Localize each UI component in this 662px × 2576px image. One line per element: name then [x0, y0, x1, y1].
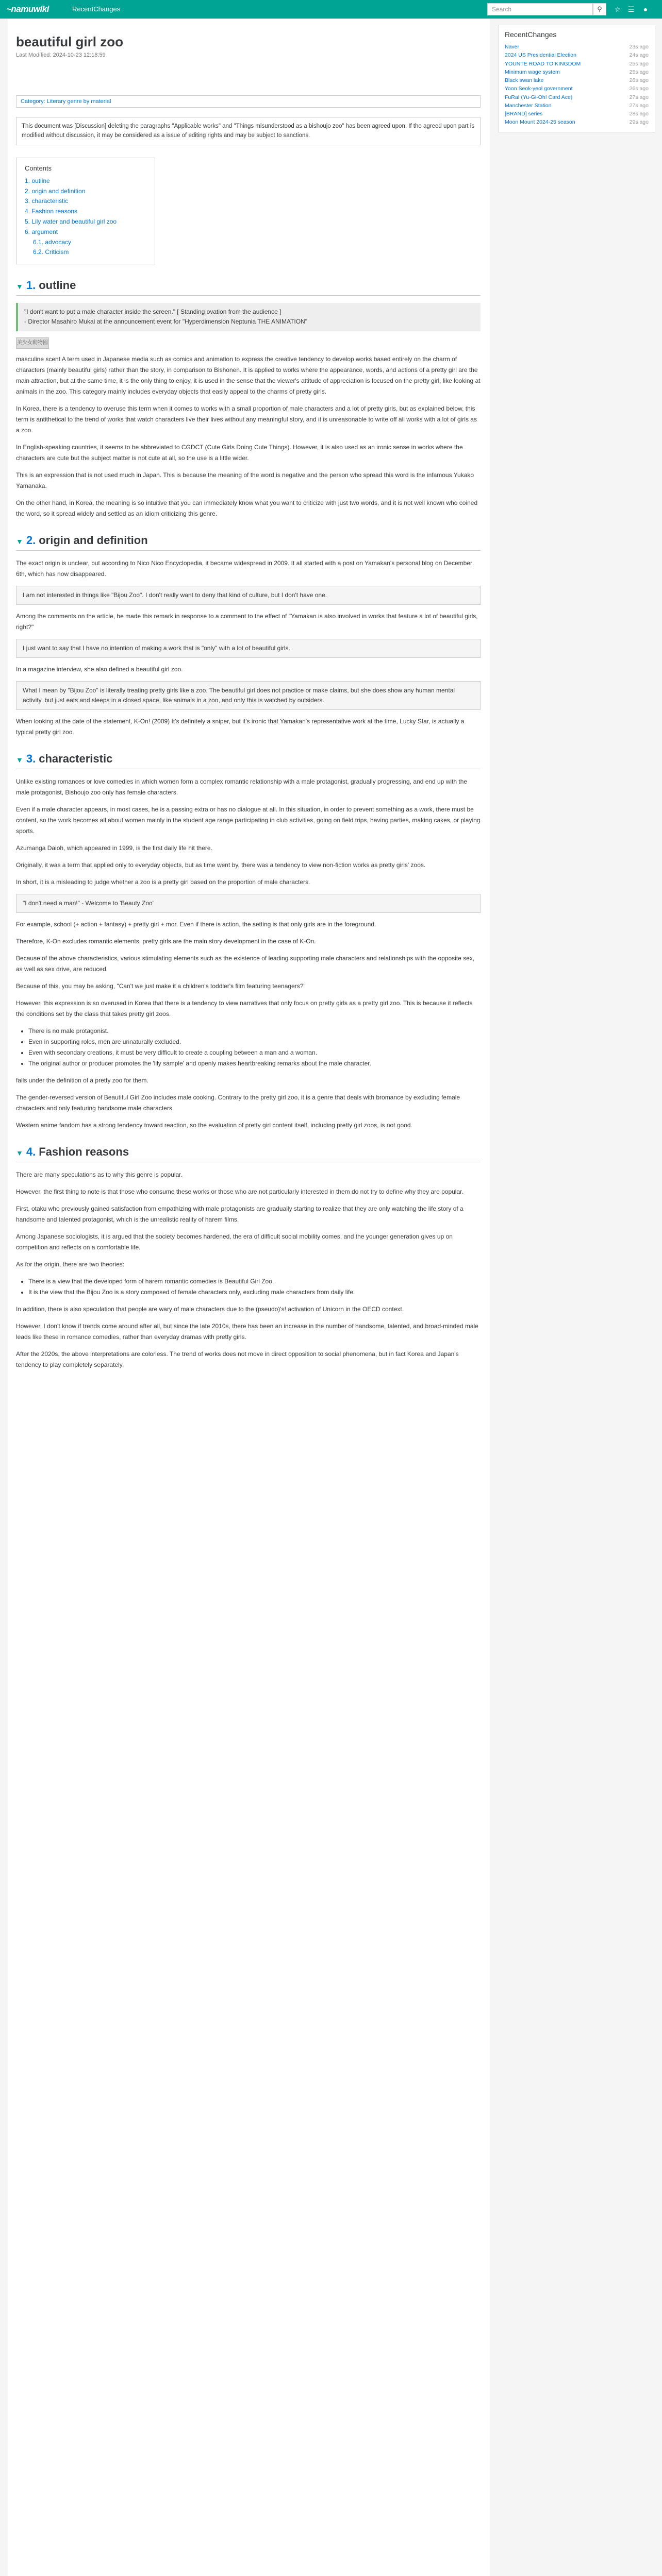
- recent-change-label[interactable]: YOUNTE ROAD TO KINGDOM: [505, 60, 581, 67]
- section-heading-outline[interactable]: [16, 279, 481, 296]
- criteria-list: [28, 1026, 481, 1069]
- site-logo[interactable]: ~namuwiki: [6, 4, 49, 14]
- quote-attribution: - Director Masahiro Mukai at the announcement event for "Hyperdimension Neptunia THE ANIMATION": [24, 318, 307, 326]
- section-number[interactable]: 3.: [26, 752, 36, 766]
- recent-change-item[interactable]: [505, 84, 649, 93]
- quote-block: [16, 303, 481, 331]
- page-title: beautiful girl zoo: [16, 34, 123, 49]
- recent-change-label[interactable]: [BRAND] series: [505, 111, 543, 117]
- quote-box: I am not interested in things like "Bijou Zoo". I don't really want to deny that kind of culture, but I don't have one.: [16, 586, 481, 605]
- recent-change-item[interactable]: [505, 68, 649, 76]
- chevron-down-icon[interactable]: ▼: [16, 282, 23, 291]
- section-title: Fashion reasons: [39, 1145, 129, 1159]
- recent-change-time: 27s ago: [629, 102, 649, 109]
- paragraph: On the other hand, in Korea, the meaning is so intuitive that you can immediately know what you want to criticize with just two words, and it is not well known who coined the word, so it spread widely and settled as an idiom criticizing this genre.: [16, 499, 478, 517]
- last-modified: Last Modified: 2024-10-23 12:18:59: [16, 52, 106, 58]
- section-heading-characteristic[interactable]: [16, 752, 481, 769]
- toc-item[interactable]: 2. origin and definition: [25, 187, 86, 195]
- recent-change-time: 27s ago: [629, 94, 649, 100]
- paragraph: masculine scent A term used in Japanese media such as comics and animation to express the creative tendency to develop works based entirely on the charm of characters (mainly beautiful girls) rather than the story, in comparison to Bishonen. It is applied to works where the appearance, words, and actions of a pretty girl are the main attraction, but at the same time, it is the only thing to enjoy, it is used in the sense that the viewer's attitude of appreciation is focused on the pretty girl, like looking at animals in the zoo. This category mainly includes everyday objects that easily appeal to the charms of pretty girls.: [16, 355, 481, 395]
- section-number[interactable]: 1.: [26, 279, 36, 292]
- recent-change-time: 23s ago: [629, 44, 649, 50]
- section-number[interactable]: 4.: [26, 1145, 36, 1159]
- paragraph: Azumanga Daioh, which appeared in 1999, is the first daily life hit there.: [16, 844, 212, 852]
- recent-change-label[interactable]: Yoon Seok-yeol government: [505, 86, 573, 92]
- section-heading-fashion[interactable]: [16, 1145, 481, 1162]
- recent-change-item[interactable]: [505, 60, 649, 68]
- recent-change-label[interactable]: Black swan lake: [505, 77, 544, 84]
- menu-icon[interactable]: ☰: [627, 5, 635, 13]
- theory-list: [28, 1276, 481, 1298]
- toc-subitem[interactable]: 6.1. advocacy: [33, 238, 72, 246]
- recent-change-time: 24s ago: [629, 52, 649, 59]
- list-item: • Even in supporting roles, men are unnaturally excluded.: [28, 1037, 481, 1047]
- toc-item[interactable]: 1. outline: [25, 177, 50, 184]
- paragraph: The exact origin is unclear, but according to Nico Nico Encyclopedia, it became widespread in 2009. It all started with a post on Yamakan's personal blog on December 6th, which has now disappeared.: [16, 559, 472, 578]
- recent-change-item[interactable]: [505, 51, 649, 59]
- table-of-contents: [16, 158, 155, 264]
- recent-change-item[interactable]: [505, 118, 649, 126]
- recent-change-item[interactable]: [505, 93, 649, 101]
- toc-item[interactable]: 3. characteristic: [25, 197, 69, 205]
- paragraph: Originally, it was a term that applied only to everyday objects, but as time went by, there was a tendency to view non-fiction works as pretty girls' zoos.: [16, 861, 426, 869]
- paragraph: Because of the above characteristics, various stimulating elements such as the existence of leading supporting male characters and relationships with the opposite sex, as well as sex drive, are reduced.: [16, 955, 475, 973]
- paragraph: In short, it is a misleading to judge whether a zoo is a pretty girl based on the proportion of male characters.: [16, 878, 310, 886]
- paragraph: There are many speculations as to why this genre is popular.: [16, 1171, 183, 1179]
- recent-change-item[interactable]: [505, 43, 649, 51]
- toc-item[interactable]: 4. Fashion reasons: [25, 208, 78, 215]
- paragraph: This is an expression that is not used much in Japan. This is because the meaning of the word is negative and the person who spread this word is the infamous Yukako Yamanaka.: [16, 471, 474, 489]
- paragraph: The gender-reversed version of Beautiful Girl Zoo includes male cooking. Contrary to the pretty girl zoo, it is a genre that deals with bromance by excluding female characters and only featuring handsome male characters.: [16, 1094, 460, 1112]
- quote-text: "I don't want to put a male character inside the screen." [ Standing ovation from the audience ]: [24, 308, 282, 316]
- recent-change-item[interactable]: [505, 101, 649, 110]
- paragraph: Even if a male character appears, in most cases, he is a passing extra or has no dialogue at all. In this situation, in order to prevent something as a work, there must be content, so the work becomes all about women mainly in the student age range participating in club activities, going on field trips, having parties, making cakes, or playing sports.: [16, 806, 481, 835]
- recent-change-time: 25s ago: [629, 60, 649, 67]
- paragraph: In Korea, there is a tendency to overuse this term when it comes to works with a small proportion of male characters and a lot of pretty girls, but as explained below, this term is antithetical to the trend of works that watch characters live their lives without any meaningful story, and it is unreasonable to write off all works with a lot of girls as a zoo.: [16, 404, 477, 434]
- article: [8, 19, 490, 2576]
- recent-changes-heading: RecentChanges: [505, 30, 557, 39]
- quote-box: I just want to say that I have no intention of making a work that is "only" with a lot of beautiful girls.: [16, 639, 481, 658]
- search-icon[interactable]: ⚲: [593, 3, 606, 15]
- recent-change-label[interactable]: Minimum wage system: [505, 69, 560, 75]
- chevron-down-icon[interactable]: ▼: [16, 537, 23, 546]
- section-heading-origin[interactable]: [16, 534, 481, 551]
- paragraph: falls under the definition of a pretty zoo for them.: [16, 1077, 148, 1084]
- paragraph: For example, school (+ action + fantasy) + pretty girl + mor. Even if there is action, the setting is that only girls are in the foreground.: [16, 921, 376, 928]
- nav-recent-changes[interactable]: RecentChanges: [72, 5, 121, 13]
- toc-item[interactable]: 6. argument: [25, 228, 58, 235]
- recent-change-item[interactable]: [505, 110, 649, 118]
- toc-heading: Contents: [25, 164, 52, 172]
- paragraph: Among the comments on the article, he made this remark in response to a comment to the effect of "Yamakan is also involved in works that feature a lot of beautiful girls, right?": [16, 612, 478, 631]
- quote-box: What I mean by "Bijou Zoo" is literally treating pretty girls like a zoo. The beautiful girl does not practice or make claims, but she does show any human mental activity, but just eats and sleeps in a closed space, like animals in a zoo, and only this is watched by outsiders.: [16, 681, 481, 710]
- image-caption: 美少女動物園: [16, 337, 49, 349]
- chevron-down-icon[interactable]: ▼: [16, 1149, 23, 1158]
- paragraph: However, this expression is so overused in Korea that there is a tendency to view narratives that only focus on pretty girls as a pretty girl zoo. This is because it reflects the conditions set by the class that takes pretty girl zoos.: [16, 999, 473, 1018]
- recent-change-time: 26s ago: [629, 86, 649, 92]
- paragraph: However, the first thing to note is that those who consume these works or those who are not particularly interested in them do not try to define why they are popular.: [16, 1188, 464, 1196]
- recent-changes-panel: [498, 25, 655, 132]
- list-item: • The original author or producer promotes the 'lily sample' and openly makes heartbreaking remarks about the male character.: [28, 1058, 481, 1069]
- paragraph: In English-speaking countries, it seems to be abbreviated to CGDCT (Cute Girls Doing Cute Things). However, it is also used as an ironic sense in works where the characters are cute but the subject matter is not cute at all, so the use is a little wider.: [16, 443, 463, 462]
- paragraph: Because of this, you may be asking, "Can't we just make it a children's toddler's film featuring teenagers?": [16, 982, 306, 990]
- paragraph: After the 2020s, the above interpretations are colorless. The trend of works does not move in direct opposition to social phenomena, but in fact Korea and Japan's tendency to play completely separately.: [16, 1350, 459, 1369]
- chevron-down-icon[interactable]: ▼: [16, 756, 23, 765]
- paragraph: Among Japanese sociologists, it is argued that the society becomes hardened, the era of difficult social mobility comes, and the younger generation gives up on competition and reflects on a comfortable life.: [16, 1233, 453, 1251]
- paragraph: First, otaku who previously gained satisfaction from empathizing with male protagonists are gradually starting to realize that they are only watching the life story of a handsome and talented protagonist, which is the unrealistic reality of harem films.: [16, 1205, 464, 1224]
- section-title: origin and definition: [39, 533, 148, 547]
- recent-change-label[interactable]: Manchester Station: [505, 102, 552, 109]
- toc-subitem[interactable]: 6.2. Criticism: [33, 248, 69, 256]
- recent-change-time: 26s ago: [629, 77, 649, 84]
- discussion-notice: This document was [Discussion] deleting the paragraphs "Applicable works" and "Things misunderstood as a bishoujo zoo" has been agreed upon. If the agreed upon part is modified without discussion, it may be considered as a issue of editing rights and may be subject to sanctions.: [16, 117, 481, 145]
- recent-change-time: 29s ago: [629, 119, 649, 126]
- paragraph: In a magazine interview, she also defined a beautiful girl zoo.: [16, 665, 183, 673]
- list-item: • There is a view that the developed form of harem romantic comedies is Beautiful Girl Zoo.: [28, 1276, 481, 1287]
- recent-change-item[interactable]: [505, 76, 649, 84]
- section-title: outline: [39, 279, 76, 292]
- star-icon[interactable]: ☆: [614, 5, 621, 13]
- list-item: • There is no male protagonist.: [28, 1026, 481, 1037]
- list-item: • It is the view that the Bijou Zoo is a story composed of female characters only, excluding male characters from daily life.: [28, 1287, 481, 1298]
- top-bar: [0, 0, 662, 19]
- recent-change-label[interactable]: Moon Mount 2024-25 season: [505, 119, 575, 126]
- category-box[interactable]: [16, 95, 481, 108]
- section-title: characteristic: [39, 752, 113, 766]
- recent-change-label[interactable]: Naver: [505, 44, 520, 50]
- list-item: • Even with secondary creations, it must be very difficult to create a coupling between a man and a woman.: [28, 1047, 481, 1058]
- dialog-box: "I don't need a man!" - Welcome to 'Beauty Zoo': [16, 894, 481, 913]
- recent-change-time: 28s ago: [629, 111, 649, 117]
- paragraph: Western anime fandom has a strong tendency toward reaction, so the evaluation of pretty girl content itself, including pretty girl zoos, is not good.: [16, 1122, 412, 1129]
- paragraph: Therefore, K-On excludes romantic elements, pretty girls are the main story development in the case of K-On.: [16, 938, 316, 945]
- user-icon[interactable]: ●: [643, 5, 648, 13]
- toc-item[interactable]: 5. Lily water and beautiful girl zoo: [25, 217, 117, 225]
- paragraph: When looking at the date of the statement, K-On! (2009) It's definitely a sniper, but it's ironic that Yamakan's representative work at the time, Lucky Star, is actually a typical pretty girl zoo.: [16, 718, 465, 736]
- recent-change-label[interactable]: FuRaI (Yu-Gi-Oh! Card Ace): [505, 94, 573, 100]
- paragraph: However, I don't know if trends come around after all, but since the late 2010s, there has been an increase in the number of handsome, talented, and broad-minded male leads like these in romance comedies, rather than everyday dramas with pretty girls.: [16, 1323, 478, 1341]
- paragraph: As for the origin, there are two theories:: [16, 1261, 125, 1268]
- paragraph: Unlike existing romances or love comedies in which women form a complex romantic relationship with a male protagonist, gradually progressing, and end up with the male protagonist, Bishoujo zoo only has female characters.: [16, 778, 468, 796]
- search-input[interactable]: Search: [487, 3, 593, 15]
- paragraph: In addition, there is also speculation that people are wary of male characters due to the (pseudo)'s! activation of Unicorn in the OECD context.: [16, 1306, 404, 1313]
- recent-change-label[interactable]: 2024 US Presidential Election: [505, 52, 576, 59]
- category-link[interactable]: Category: Literary genre by material: [21, 98, 111, 105]
- section-number[interactable]: 2.: [26, 533, 36, 547]
- recent-change-time: 25s ago: [629, 69, 649, 75]
